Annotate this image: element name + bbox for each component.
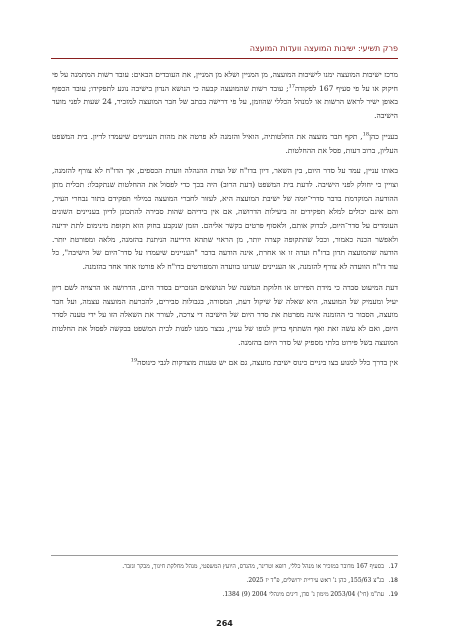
- footnote-number: 17.: [388, 563, 398, 570]
- footnote-number: 19.: [388, 591, 398, 598]
- footnote-ref[interactable]: 19: [130, 357, 138, 364]
- paragraph: מרכז ישיבות המועצה ימנו לישיבות המועצה, מן המניין ושלא מן המניין, את העובדים הבאים: עובד רשות המתמנה על פי חיקוק או על פי סעיף 167 לפקודה$^{17}$; עובד רשות שהמועצה קבעה כי הנושא הנדון בישיבה נוגע לתפקידו; עובד הכפוף באופן ישיר לראש הרשות או למנהל הכללי שהוזמן, על פי דרישה בכתב של חבר המועצה למזכיר, 24 שעות לפני מועד הישיבה.: [52, 70, 399, 121]
- body-text: [52, 68, 398, 377]
- paragraph: בעניין כהן$^{18}$, תקף חבר מועצה את החלטותיה, הואיל והזמנה לא פרטה את מהות העניינים שיעמדו לדיון. בית המשפט העליון, ברוב דעות, פסל את ההחלטות.: [52, 131, 398, 155]
- footnote: [52, 562, 398, 572]
- footnote-text: בג"צ 155/63, כהן נ' ראש עיריית ירושלים, פ"ד יז 2025.: [246, 577, 384, 584]
- header-rule: [51, 58, 398, 59]
- footnotes: [52, 562, 398, 604]
- paragraph: באותו עניין, עמד על סדר היום, בין השאר, דיון בדו"ח של ועדת ההנהלה וועדת הכספים, אך הדו"ח לא צורף להזמנה, וצויין כי יחולק לפני הישיבה. לדעת בית המשפט (דעת הרוב) היה בכך כדי לפסול את ההחלטות שנתקבלו: תכלית מתן ההודעה המוקדמת בדבר סדרי־יומה של ישיבת המועצה היא, לעזור לחברי המועצה במילוי תפקידם בתור נבחרי העיר, והם אינם יכולים למלא תפקידים זה ביעילות הדרושה, אם אין בידיהם שהות סבירה להתכונן לדיון בעניינים השונים העומדים על סדר־היום, לבדוק אותם, ולאסוף פרטים בקשר אליהם. הזמן שנקבע בחוק הוא תקופת מינימום לתת ידיעה ולאפשר הכנה כאמור, וככל שהתקופה קצרה יותר, מן הראוי שתהא היריעה הניתנת בהזמנה, מלאה ומפורטת יותר. הודעה שהמועצה תדון בדו"ח ועדה זו או אחרת, אינה הודעה בדבר "העניינים שיעמדו על סדר־היום של הישיבה", כל עוד דו"ח הוועדה לא צורף להזמנה, או העניינים שנדונו בוועדה והמפורטים בדו"ח לא פורטו אחד אחד בהזמנה.: [52, 166, 398, 272]
- running-header: פרק תשיעי: ישיבות המועצה וועדות המועצה: [249, 44, 398, 53]
- page-number: 264: [216, 619, 233, 628]
- footnote-ref[interactable]: 17: [288, 83, 295, 90]
- footnote-text: בסעיף 167 מדובר במזכיר או מנהל כללי, רופא וטרינר, מהנדס, היועץ המשפטי, מנהל מחלקת חינוך, מבקר וגזבר.: [122, 563, 384, 570]
- footnote: [52, 590, 398, 600]
- footnote-number: 18.: [388, 577, 398, 584]
- paragraph: דעת המיעוט סברה כי מידת הפירוט או חלוקת המשנה של הנושאים הנזכרים בסדר היום, הדרושה או הרצויה לשם דיון יעיל ומעמיק של המועצה, היא שאלה של שיקול דעת, המסורה, בגבולות סבירים, להכרעת המועצה עצמה, ועל חבר מועצה, הסבור כי ההזמנה אינה מפרטת את סדר היום של הישיבה די צרכה, לעורר את השאלה הזו על ידי טענה לסדר היום, ואם לא עשה זאת ואף השתתף בדיון לגופו של עניין, נבצר ממנו לפנות לבית המשפט בבקשה לפסול את החלטות המועצה בשל פירוט בלתי מספיק של סדר היום בהזמנה.: [52, 282, 398, 347]
- footnote: [52, 576, 398, 586]
- footnote-ref[interactable]: 18: [362, 131, 370, 138]
- footnote-text: עת"מ (חי') 2053/04 מימון נ' סדן, דינים מינהלי 2004 (9) 1384.: [222, 591, 384, 598]
- footnotes-rule: [51, 555, 398, 556]
- paragraph: אין בדרך כלל למנוע בצו ביניים כינוס ישיבת מועצה, גם אם יש טענות מוצדקות לגבי כינוסה$^{19}$: [130, 357, 398, 368]
